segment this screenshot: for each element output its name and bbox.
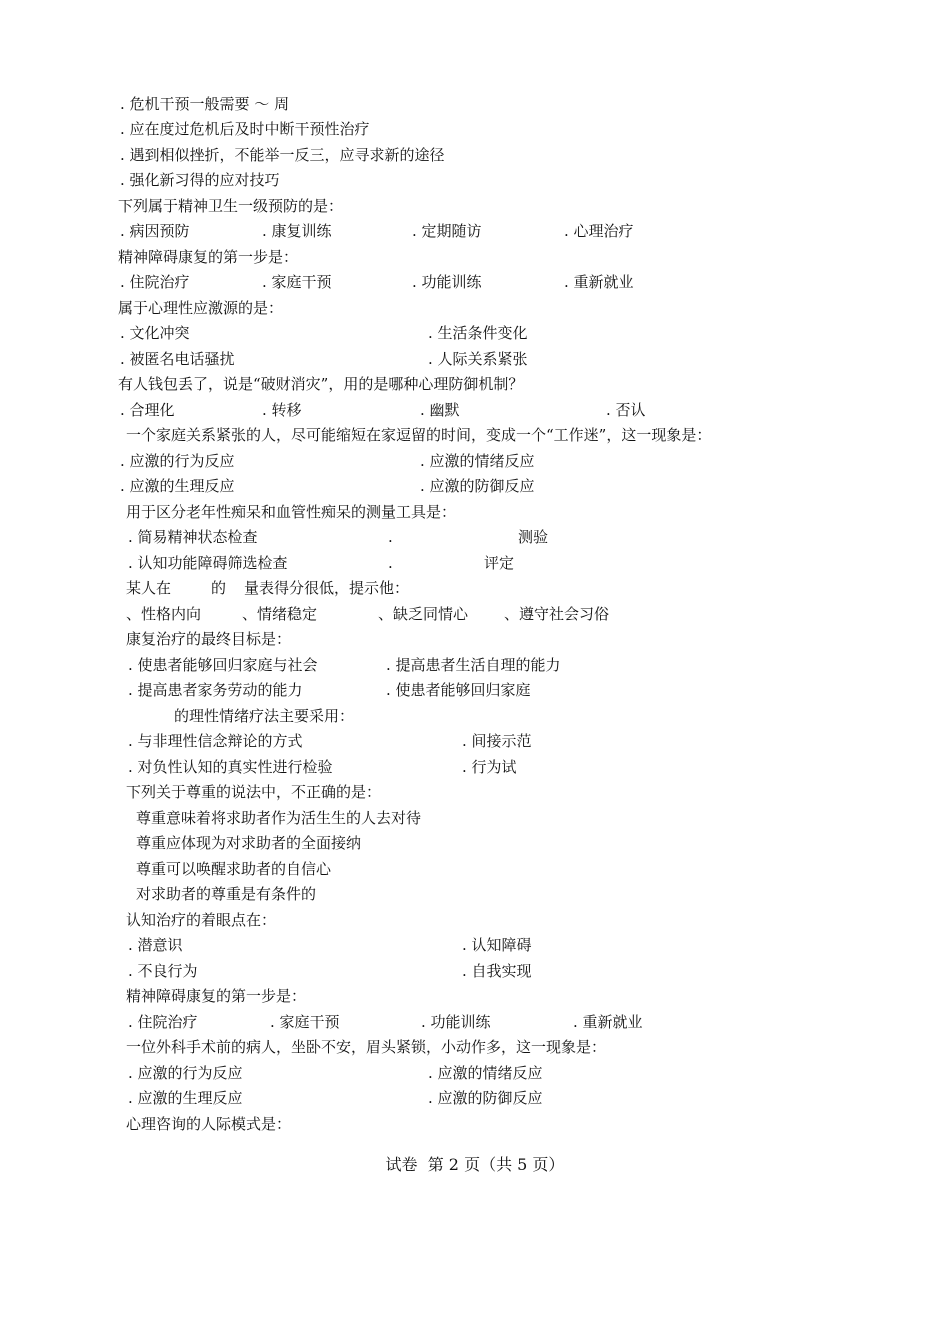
option-text: . 提高患者生活自理的能力 bbox=[386, 656, 561, 674]
text-line bbox=[0, 1061, 950, 1087]
text-line bbox=[0, 602, 950, 628]
text-line bbox=[0, 908, 950, 934]
text-line bbox=[0, 551, 950, 577]
text-line bbox=[0, 882, 950, 908]
option-text: 、情绪稳定 bbox=[242, 605, 318, 623]
option-text: . 功能训练 bbox=[421, 1013, 491, 1031]
option-text: . 应激的生理反应 bbox=[120, 477, 235, 495]
option-text: . 对负性认知的真实性进行检验 bbox=[128, 758, 333, 776]
text-line bbox=[0, 194, 950, 220]
text-line bbox=[0, 755, 950, 781]
text-line bbox=[0, 347, 950, 373]
option-text: . bbox=[388, 554, 393, 572]
option-text: . 心理治疗 bbox=[564, 222, 634, 240]
line-text: 认知治疗的着眼点在： bbox=[126, 911, 277, 929]
line-text: 康复治疗的最终目标是： bbox=[126, 630, 292, 648]
line-text: . 应在度过危机后及时中断干预性治疗 bbox=[120, 120, 370, 138]
line-text: 属于心理性应激源的是： bbox=[118, 299, 284, 317]
text-line bbox=[0, 933, 950, 959]
option-text: 量表得分很低，提示他： bbox=[244, 579, 410, 597]
line-text: 一个家庭关系紧张的人，尽可能缩短在家逗留的时间，变成一个“工作迷”，这一现象是： bbox=[126, 426, 712, 444]
line-text: 对求助者的尊重是有条件的 bbox=[136, 885, 317, 903]
text-line bbox=[0, 423, 950, 449]
line-text: 尊重可以唤醒求助者的自信心 bbox=[136, 860, 332, 878]
option-text: . 病因预防 bbox=[120, 222, 190, 240]
option-text: . 使患者能够回归家庭 bbox=[386, 681, 531, 699]
text-line bbox=[0, 857, 950, 883]
option-text: . 应激的行为反应 bbox=[128, 1064, 243, 1082]
option-text: . 简易精神状态检查 bbox=[128, 528, 258, 546]
option-text: . 应激的行为反应 bbox=[120, 452, 235, 470]
line-text: . 强化新习得的应对技巧 bbox=[120, 171, 280, 189]
option-text: . 被匿名电话骚扰 bbox=[120, 350, 235, 368]
option-text: . 家庭干预 bbox=[262, 273, 332, 291]
text-line bbox=[0, 143, 950, 169]
text-line bbox=[0, 653, 950, 679]
option-text: . 重新就业 bbox=[573, 1013, 643, 1031]
option-text: . 住院治疗 bbox=[120, 273, 190, 291]
text-line bbox=[0, 117, 950, 143]
line-text: 尊重应体现为对求助者的全面接纳 bbox=[136, 834, 362, 852]
option-text: . 应激的生理反应 bbox=[128, 1089, 243, 1107]
line-text: 的理性情绪疗法主要采用： bbox=[174, 707, 355, 725]
option-text: . 使患者能够回归家庭与社会 bbox=[128, 656, 318, 674]
text-line bbox=[0, 474, 950, 500]
option-text: 、性格内向 bbox=[126, 605, 202, 623]
text-line bbox=[0, 704, 950, 730]
line-text: 一位外科手术前的病人，坐卧不安，眉头紧锁，小动作多，这一现象是： bbox=[126, 1038, 607, 1056]
option-text: . 应激的防御反应 bbox=[428, 1089, 543, 1107]
text-line bbox=[0, 398, 950, 424]
text-line bbox=[0, 168, 950, 194]
option-text: . 幽默 bbox=[420, 401, 460, 419]
option-text: . 提高患者家务劳动的能力 bbox=[128, 681, 303, 699]
text-line bbox=[0, 321, 950, 347]
line-text: 尊重意味着将求助者作为活生生的人去对待 bbox=[136, 809, 422, 827]
option-text: . 不良行为 bbox=[128, 962, 198, 980]
option-text: . 应激的情绪反应 bbox=[428, 1064, 543, 1082]
option-text: . 功能训练 bbox=[412, 273, 482, 291]
option-text: . 家庭干预 bbox=[270, 1013, 340, 1031]
option-text: . 转移 bbox=[262, 401, 302, 419]
option-text: . 重新就业 bbox=[564, 273, 634, 291]
option-text: . 否认 bbox=[606, 401, 646, 419]
text-line bbox=[0, 92, 950, 118]
line-text: 下列属于精神卫生一级预防的是： bbox=[118, 197, 344, 215]
text-line bbox=[0, 780, 950, 806]
option-text: . 认知障碍 bbox=[462, 936, 532, 954]
option-text: 、遵守社会习俗 bbox=[504, 605, 610, 623]
option-text: 评定 bbox=[484, 554, 515, 572]
option-text: . 生活条件变化 bbox=[428, 324, 528, 342]
option-text: . 定期随访 bbox=[412, 222, 482, 240]
option-text: . 康复训练 bbox=[262, 222, 332, 240]
option-text: . bbox=[388, 528, 393, 546]
text-line bbox=[0, 219, 950, 245]
page-footer: 试卷 第 2 页（共 5 页） bbox=[385, 1155, 565, 1174]
text-line bbox=[0, 500, 950, 526]
option-text: . 自我实现 bbox=[462, 962, 532, 980]
option-text: 测验 bbox=[518, 528, 549, 546]
line-text: 有人钱包丢了，说是“破财消灾”，用的是哪种心理防御机制？ bbox=[118, 375, 524, 393]
text-line bbox=[0, 449, 950, 475]
line-text: 心理咨询的人际模式是： bbox=[126, 1115, 292, 1133]
text-line bbox=[0, 1086, 950, 1112]
text-line bbox=[0, 627, 950, 653]
line-text: . 危机干预一般需要 ～ 周 bbox=[120, 95, 290, 113]
text-line bbox=[0, 270, 950, 296]
option-text: . 潜意识 bbox=[128, 936, 183, 954]
text-line bbox=[0, 1112, 950, 1138]
option-text: . 人际关系紧张 bbox=[428, 350, 528, 368]
option-text: . 应激的防御反应 bbox=[420, 477, 535, 495]
option-text: . 合理化 bbox=[120, 401, 175, 419]
option-text: . 行为试 bbox=[462, 758, 517, 776]
text-line bbox=[0, 296, 950, 322]
option-text: 某人在 bbox=[126, 579, 172, 597]
line-text: 精神障碍康复的第一步是： bbox=[126, 987, 307, 1005]
text-line bbox=[0, 1035, 950, 1061]
text-line bbox=[0, 729, 950, 755]
text-line bbox=[0, 245, 950, 271]
line-text: 精神障碍康复的第一步是： bbox=[118, 248, 299, 266]
text-line bbox=[0, 806, 950, 832]
option-text: . 与非理性信念辩论的方式 bbox=[128, 732, 303, 750]
option-text: 、缺乏同情心 bbox=[378, 605, 469, 623]
line-text: 用于区分老年性痴呆和血管性痴呆的测量工具是： bbox=[126, 503, 457, 521]
option-text: . 间接示范 bbox=[462, 732, 532, 750]
text-line bbox=[0, 1010, 950, 1036]
text-line bbox=[0, 525, 950, 551]
text-line bbox=[0, 372, 950, 398]
option-text: . 住院治疗 bbox=[128, 1013, 198, 1031]
text-line bbox=[0, 831, 950, 857]
option-text: . 认知功能障碍筛选检查 bbox=[128, 554, 288, 572]
text-line bbox=[0, 984, 950, 1010]
text-line bbox=[0, 959, 950, 985]
option-text: 的 bbox=[211, 579, 227, 597]
text-line bbox=[0, 678, 950, 704]
line-text: 下列关于尊重的说法中，不正确的是： bbox=[126, 783, 382, 801]
option-text: . 应激的情绪反应 bbox=[420, 452, 535, 470]
text-line bbox=[0, 576, 950, 602]
option-text: . 文化冲突 bbox=[120, 324, 190, 342]
line-text: . 遇到相似挫折，不能举一反三，应寻求新的途径 bbox=[120, 146, 445, 164]
